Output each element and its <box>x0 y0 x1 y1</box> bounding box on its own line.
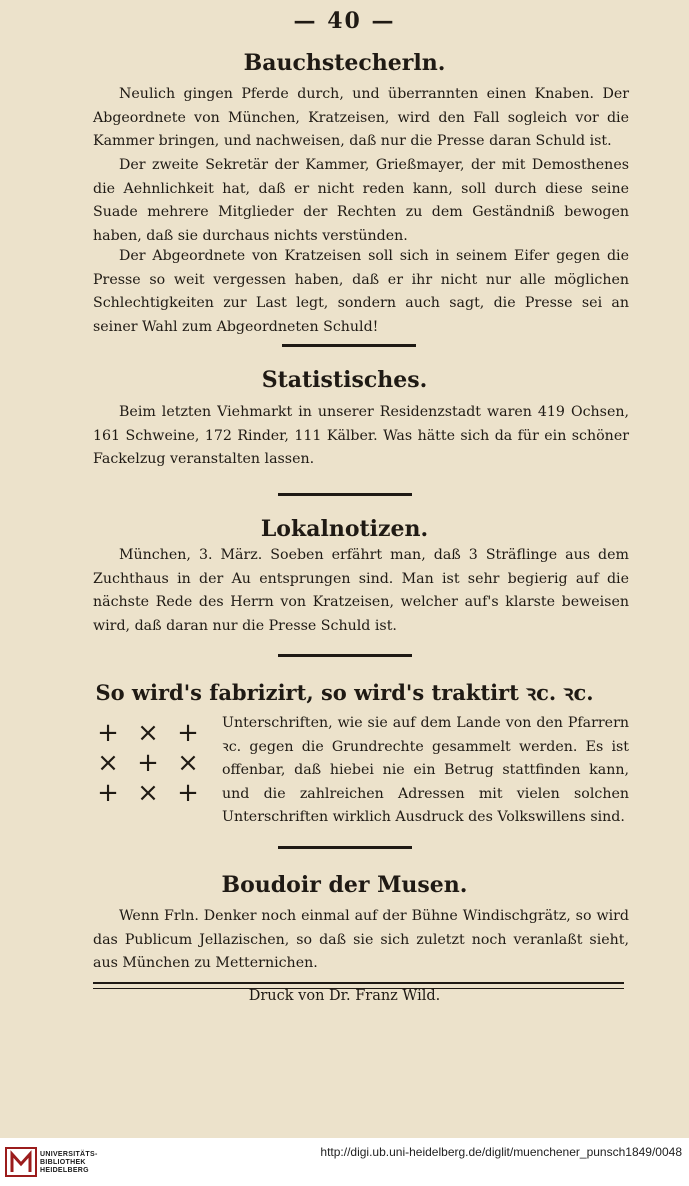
cross-mark: + <box>97 718 119 748</box>
cross-mark: × <box>137 718 159 748</box>
cross-mark: + <box>177 718 199 748</box>
imprint: Druck von Dr. Franz Wild. <box>248 988 441 1004</box>
paragraph-bauch-1: Neulich gingen Pferde durch, und überrannten einen Knaben. Der Abgeordnete von München, Kratzeisen, wird den Fall sogleich vor die Kammer bringen, und nachweisen, daß nur die Presse daran Schuld ist. <box>93 86 629 150</box>
library-name: UNIVERSITÄTS- BIBLIOTHEK HEIDELBERG <box>40 1151 98 1174</box>
heading-lokalnotizen: Lokalnotizen. <box>260 516 429 542</box>
source-url[interactable]: http://digi.ub.uni-heidelberg.de/diglit/muenchener_punsch1849/0048 <box>320 1145 682 1159</box>
heading-statistisches: Statistisches. <box>261 367 428 393</box>
cross-mark: × <box>177 748 199 778</box>
heading-fabrizirt: So wird's fabrizirt, so wird's traktirt ꝛc. ꝛc. <box>95 680 594 705</box>
paragraph-bauch-2: Der zweite Sekretär der Kammer, Grießmayer, der mit Demosthenes die Aehnlichkeit hat, daß er nicht reden kann, soll durch diese seine Suade mehrere Mitglieder der Rechten zu dem Geständniß bewogen haben, daß sie durchaus nichts verstünden. <box>93 157 629 245</box>
cross-mark: + <box>177 778 199 808</box>
section-divider <box>278 654 412 657</box>
paragraph-bauch-3: Der Abgeordnete von Kratzeisen soll sich in seinem Eifer gegen die Presse so weit vergessen haben, daß er ihr nicht nur alle möglichen Schlechtigkeiten zur Last legt, sondern auch sagt, die Presse sei an seiner Wahl zum Abgeordneten Schuld! <box>93 248 629 336</box>
heading-boudoir: Boudoir der Musen. <box>221 872 468 898</box>
section-divider <box>278 493 412 496</box>
cross-mark: + <box>137 748 159 778</box>
paragraph-fabrizirt: Unterschriften, wie sie auf dem Lande von den Pfarrern ꝛc. gegen die Grundrechte gesammelt werden. Es ist offenbar, daß hiebei nie ein Betrug stattfinden kann, und die zahlreichen Adressen mit vielen solchen Unterschriften wirklich Ausdruck des Volkswillens sind. <box>222 715 629 825</box>
paragraph-statistisch: Beim letzten Viehmarkt in unserer Residenzstadt waren 419 Ochsen, 161 Schweine, 172 Rinder, 111 Kälber. Was hätte sich da für ein schöner Fackelzug veranstalten lassen. <box>93 404 629 468</box>
cross-mark: × <box>97 748 119 778</box>
signature-crosses <box>88 718 208 808</box>
viewer-footer <box>0 1138 689 1186</box>
cross-mark: + <box>97 778 119 808</box>
page-number: — 40 — <box>293 8 396 34</box>
paragraph-boudoir: Wenn Frln. Denker noch einmal auf der Bühne Windischgrätz, so wird das Publicum Jellazischen, so daß sie sich zuletzt noch veranlaßt sieht, aus München zu Metternichen. <box>93 908 629 972</box>
section-divider <box>278 846 412 849</box>
section-divider <box>282 344 416 347</box>
paragraph-lokal: München, 3. März. Soeben erfährt man, daß 3 Sträflinge aus dem Zuchthaus in der Au entsprungen sind. Man ist sehr begierig auf die nächste Rede des Herrn von Kratzeisen, welcher auf's klarste beweisen wird, daß daran nur die Presse Schuld ist. <box>93 547 629 635</box>
heading-bauchstecherln: Bauchstecherln. <box>243 50 446 76</box>
library-logo-icon <box>4 1144 38 1180</box>
cross-mark: × <box>137 778 159 808</box>
